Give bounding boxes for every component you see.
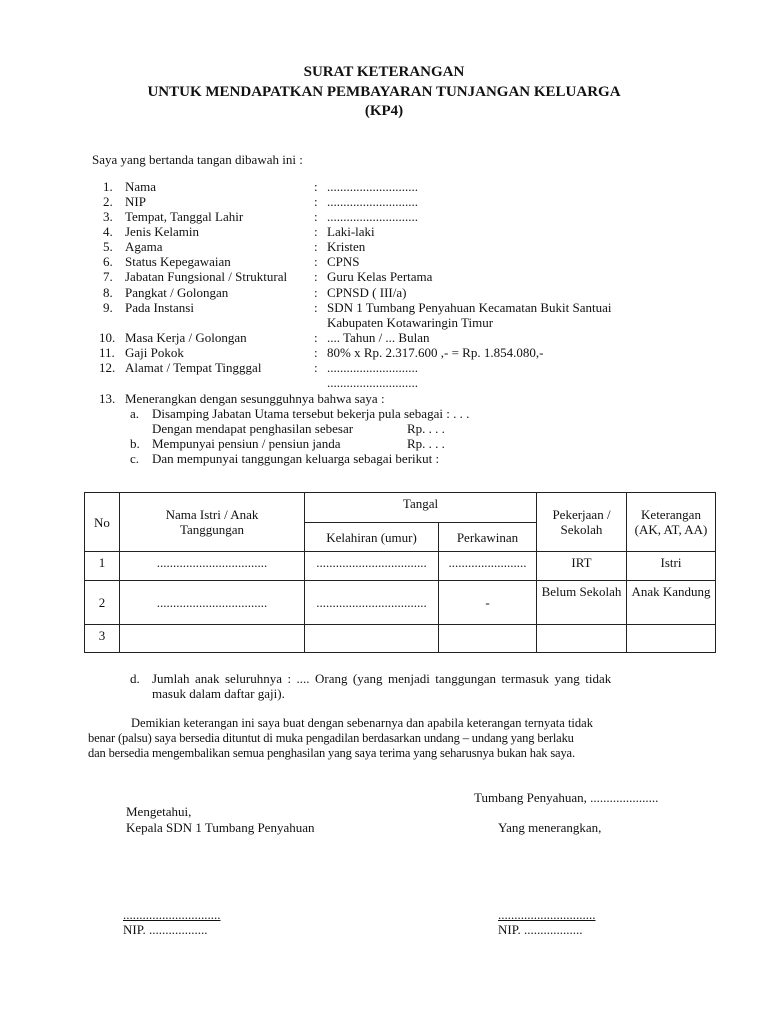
- field-label: Masa Kerja / Golongan: [125, 330, 247, 345]
- table-row: [85, 552, 716, 581]
- field-colon: :: [314, 194, 318, 209]
- field-label: Nama: [125, 179, 157, 194]
- field-number: 2.: [103, 194, 113, 209]
- header-no: No: [85, 493, 120, 552]
- field-colon: :: [314, 239, 318, 254]
- document-subtitle: UNTUK MENDAPATKAN PEMBAYARAN TUNJANGAN KELUARGA: [147, 84, 621, 100]
- row-kelahiran: ..................................: [305, 581, 439, 625]
- row-pekerjaan: IRT: [537, 552, 627, 581]
- field-colon: :: [314, 300, 318, 315]
- field-value: ............................: [327, 194, 418, 209]
- closing-line: dan bersedia mengembalikan semua penghasilan yang saya terima yang seharusnya bukan hak saya.: [88, 746, 575, 760]
- field-number: 1.: [103, 179, 113, 194]
- field-value: .... Tahun / ... Bulan: [327, 330, 430, 345]
- field-label: NIP: [125, 194, 146, 209]
- field-label: Jenis Kelamin: [125, 224, 200, 239]
- statement-b-text: Mempunyai pensiun / pensiun janda: [152, 436, 341, 451]
- field-value: ............................: [327, 179, 418, 194]
- item-d-marker: d.: [130, 671, 140, 686]
- field-label: Jabatan Fungsional / Struktural: [125, 269, 288, 284]
- headmaster-title: Kepala SDN 1 Tumbang Penyahuan: [126, 820, 315, 835]
- field-value: Laki-laki: [327, 224, 375, 239]
- declarant-nip: NIP. ..................: [498, 922, 583, 937]
- field-label: Status Kepegawaian: [125, 254, 231, 269]
- field-number: 10.: [99, 330, 116, 345]
- declarant-name: ..............................: [498, 907, 596, 922]
- field-number: 4.: [103, 224, 113, 239]
- field-value: SDN 1 Tumbang Penyahuan Kecamatan Bukit Santuai: [327, 300, 612, 315]
- row-no: 2: [85, 581, 120, 625]
- statement-b-marker: b.: [130, 436, 140, 451]
- statement-number: 13.: [99, 391, 116, 406]
- field-value: 80% x Rp. 2.317.600 ,- = Rp. 1.854.080,-: [327, 345, 544, 360]
- field-value: CPNS: [327, 254, 360, 269]
- row-perkawinan: -: [439, 581, 537, 625]
- statement-text: Menerangkan dengan sesungguhnya bahwa saya :: [125, 391, 385, 406]
- field-value: Kristen: [327, 239, 366, 254]
- table-row: [85, 581, 716, 625]
- statement-b-amount: Rp. . . .: [407, 436, 445, 451]
- closing-line: Demikian keterangan ini saya buat dengan sebenarnya dan apabila keterangan ternyata tidak: [131, 716, 593, 730]
- table-row: [85, 625, 716, 653]
- row-nama: ..................................: [120, 552, 305, 581]
- statement-a-marker: a.: [130, 406, 140, 421]
- field-colon: :: [314, 330, 318, 345]
- field-value-continued: Kabupaten Kotawaringin Timur: [327, 315, 494, 330]
- field-number: 12.: [99, 360, 116, 375]
- field-value-continued: ............................: [327, 375, 418, 390]
- field-colon: :: [314, 360, 318, 375]
- row-nama: [120, 625, 305, 653]
- field-colon: :: [314, 209, 318, 224]
- row-pekerjaan: Belum Sekolah: [537, 581, 627, 625]
- field-colon: :: [314, 254, 318, 269]
- field-value: ............................: [327, 360, 418, 375]
- table-header-row: [85, 493, 716, 523]
- field-label: Agama: [125, 239, 163, 254]
- header-tangal: Tangal: [305, 493, 537, 523]
- row-perkawinan: [439, 625, 537, 653]
- header-pekerjaan: Pekerjaan / Sekolah: [537, 493, 627, 552]
- acknowledged-label: Mengetahui,: [126, 804, 192, 819]
- field-colon: :: [314, 269, 318, 284]
- row-no: 3: [85, 625, 120, 653]
- headmaster-name: ..............................: [123, 907, 221, 922]
- row-no: 1: [85, 552, 120, 581]
- header-nama: Nama Istri / Anak Tanggungan: [120, 493, 305, 552]
- declarant-label: Yang menerangkan,: [498, 820, 602, 835]
- item-d-text: Jumlah anak seluruhnya : .... Orang (yang menjadi tanggungan termasuk yang tidak: [152, 671, 612, 686]
- field-colon: :: [314, 285, 318, 300]
- header-kelahiran: Kelahiran (umur): [305, 523, 439, 552]
- row-kelahiran: [305, 625, 439, 653]
- statement-c-text: Dan mempunyai tanggungan keluarga sebagai berikut :: [152, 451, 440, 466]
- statement-a-amount: Rp. . . .: [407, 421, 445, 436]
- field-colon: :: [314, 345, 318, 360]
- row-kelahiran: ..................................: [305, 552, 439, 581]
- place-date: Tumbang Penyahuan, .....................: [474, 790, 659, 805]
- field-colon: :: [314, 179, 318, 194]
- document-title: SURAT KETERANGAN: [303, 64, 465, 80]
- field-label: Tempat, Tanggal Lahir: [125, 209, 244, 224]
- row-perkawinan: ........................: [439, 552, 537, 581]
- field-value: Guru Kelas Pertama: [327, 269, 433, 284]
- row-nama: ..................................: [120, 581, 305, 625]
- header-perkawinan: Perkawinan: [439, 523, 537, 552]
- dependents-table: [84, 492, 716, 653]
- statement-a-income: Dengan mendapat penghasilan sebesar: [152, 421, 354, 436]
- closing-line: benar (palsu) saya bersedia dituntut di muka pengadilan berdasarkan undang – undang yang berlaku: [88, 731, 574, 745]
- field-label: Pada Instansi: [125, 300, 194, 315]
- field-number: 7.: [103, 269, 113, 284]
- field-label: Alamat / Tempat Tingggal: [125, 360, 262, 375]
- item-d-text-continued: masuk dalam daftar gaji).: [152, 686, 285, 701]
- field-number: 6.: [103, 254, 113, 269]
- field-colon: :: [314, 224, 318, 239]
- header-keterangan: Keterangan (AK, AT, AA): [627, 493, 716, 552]
- field-number: 5.: [103, 239, 113, 254]
- field-number: 3.: [103, 209, 113, 224]
- row-pekerjaan: [537, 625, 627, 653]
- document-code: (KP4): [364, 103, 404, 119]
- statement-c-marker: c.: [130, 451, 140, 466]
- row-keterangan: Istri: [627, 552, 716, 581]
- intro-text: Saya yang bertanda tangan dibawah ini :: [92, 152, 303, 167]
- field-label: Pangkat / Golongan: [125, 285, 229, 300]
- field-value: CPNSD ( III/a): [327, 285, 407, 300]
- field-number: 8.: [103, 285, 113, 300]
- field-value: ............................: [327, 209, 418, 224]
- row-keterangan: Anak Kandung: [627, 581, 716, 625]
- field-number: 9.: [103, 300, 113, 315]
- headmaster-nip: NIP. ..................: [123, 922, 208, 937]
- statement-a-text: Disamping Jabatan Utama tersebut bekerja pula sebagai : . . .: [152, 406, 470, 421]
- field-label: Gaji Pokok: [125, 345, 184, 360]
- field-number: 11.: [99, 345, 115, 360]
- row-keterangan: [627, 625, 716, 653]
